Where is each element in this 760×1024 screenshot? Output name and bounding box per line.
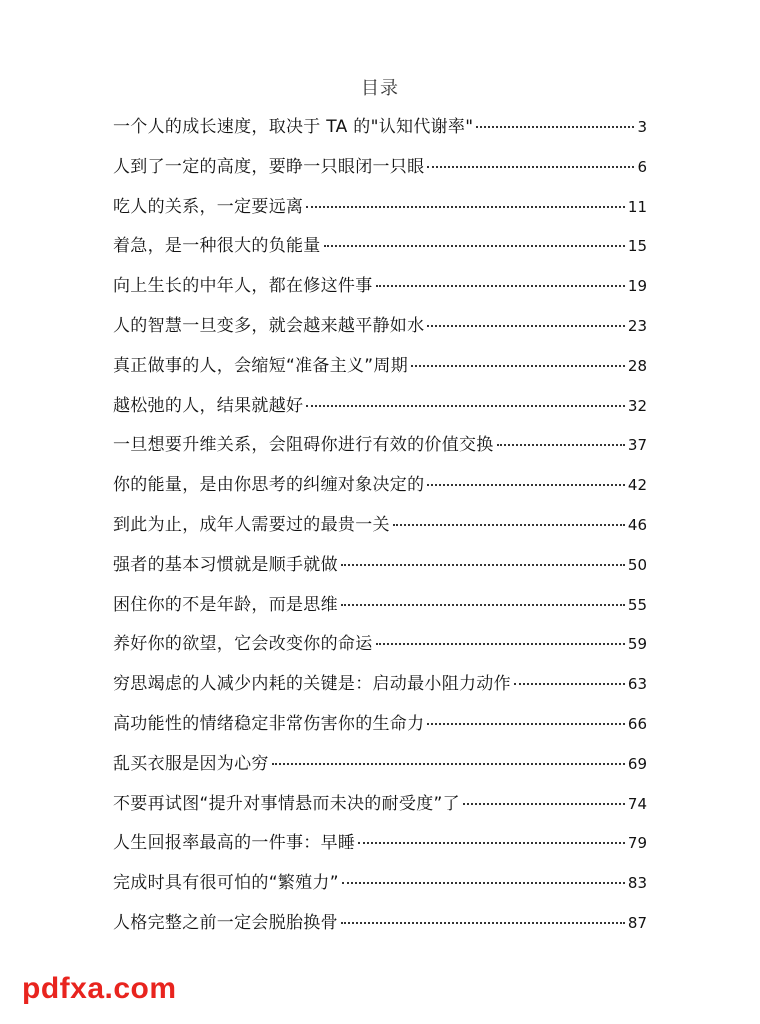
toc-entry-title: 养好你的欲望，它会改变你的命运 [113, 634, 373, 655]
toc-entry[interactable] [113, 231, 647, 271]
toc-entry[interactable] [113, 709, 647, 749]
watermark: pdfxa.com [22, 972, 177, 1005]
toc-entry-page-number: 32 [627, 396, 647, 415]
toc-entry-title: 吃人的关系，一定要远离 [113, 196, 304, 217]
toc-entry-title: 越松弛的人，结果就越好 [113, 395, 304, 416]
toc-entry-title: 强者的基本习惯就是顺手就做 [113, 554, 338, 575]
toc-entry[interactable] [113, 470, 647, 510]
toc-entry[interactable] [113, 430, 647, 470]
toc-entry[interactable] [113, 908, 647, 948]
toc-dot-leader [342, 882, 625, 884]
toc-entry-page-number: 55 [627, 595, 647, 614]
toc-entry-title: 困住你的不是年龄，而是思维 [113, 594, 338, 615]
toc-entry-title: 乱买衣服是因为心穷 [113, 753, 269, 774]
toc-dot-leader [411, 365, 625, 367]
toc-entry[interactable] [113, 391, 647, 431]
toc-dot-leader [427, 325, 625, 327]
toc-entry-page-number: 66 [627, 714, 647, 733]
toc-entry[interactable] [113, 749, 647, 789]
toc-dot-leader [341, 604, 625, 606]
toc-entry-page-number: 23 [627, 316, 647, 335]
toc-entry[interactable] [113, 789, 647, 829]
toc-dot-leader [393, 524, 625, 526]
toc-entry[interactable] [113, 192, 647, 232]
toc-entry-title: 人到了一定的高度，要睁一只眼闭一只眼 [113, 156, 425, 177]
toc-entry-title: 人生回报率最高的一件事：早睡 [113, 833, 356, 854]
toc-dot-leader [463, 803, 625, 805]
toc-entry[interactable] [113, 669, 647, 709]
toc-entry-page-number: 79 [627, 834, 647, 853]
toc-entry-page-number: 69 [627, 754, 647, 773]
toc-entry[interactable] [113, 311, 647, 351]
toc-entry-page-number: 3 [637, 118, 647, 136]
toc-entry-title: 人的智慧一旦变多，就会越来越平静如水 [113, 315, 425, 336]
toc-entry-title: 向上生长的中年人，都在修这件事 [113, 276, 373, 297]
toc-dot-leader [427, 166, 634, 168]
toc-entry-page-number: 15 [627, 237, 647, 256]
toc-dot-leader [497, 444, 625, 446]
toc-entry[interactable] [113, 112, 647, 152]
toc-entry-page-number: 42 [627, 476, 647, 495]
toc-entry[interactable] [113, 590, 647, 630]
toc-entry[interactable] [113, 152, 647, 192]
toc-entry-page-number: 63 [627, 675, 647, 694]
toc-entry-page-number: 87 [627, 913, 647, 932]
toc-entry[interactable] [113, 550, 647, 590]
toc-entry-page-number: 37 [627, 436, 647, 455]
toc-entry-page-number: 83 [627, 874, 647, 893]
toc-entry[interactable] [113, 271, 647, 311]
toc-entry[interactable] [113, 868, 647, 908]
toc-entry[interactable] [113, 510, 647, 550]
toc-dot-leader [341, 922, 625, 924]
toc-entry[interactable] [113, 828, 647, 868]
toc-entry-title: 一旦想要升维关系，会阻碍你进行有效的价值交换 [113, 435, 494, 456]
toc-entry-title: 不要再试图“提升对事情悬而未决的耐受度”了 [113, 793, 460, 814]
toc-entry-title: 到此为止，成年人需要过的最贵一关 [113, 514, 390, 535]
toc-dot-leader [427, 484, 625, 486]
toc-entry-title: 你的能量，是由你思考的纠缠对象决定的 [113, 475, 425, 496]
toc-entry-title: 一个人的成长速度，取决于 TA 的"认知代谢率" [113, 117, 474, 137]
toc-entry[interactable] [113, 351, 647, 391]
toc-entry-title: 真正做事的人，会缩短“准备主义”周期 [113, 355, 409, 376]
toc-dot-leader [376, 285, 625, 287]
toc-entry-title: 高功能性的情绪稳定非常伤害你的生命力 [113, 713, 425, 734]
toc-entry-page-number: 59 [627, 635, 647, 654]
toc-entry-page-number: 19 [627, 277, 647, 296]
toc-entry-page-number: 46 [627, 515, 647, 534]
toc-dot-leader [272, 763, 625, 765]
toc-dot-leader [306, 405, 625, 407]
toc-dot-leader [376, 643, 625, 645]
toc-entry-title: 人格完整之前一定会脱胎换骨 [113, 912, 338, 933]
toc-entry-title: 着急，是一种很大的负能量 [113, 236, 321, 257]
toc-dot-leader [341, 564, 625, 566]
toc-entry-title: 完成时具有很可怕的“繁殖力” [113, 873, 339, 894]
toc-entry-page-number: 74 [627, 794, 647, 813]
toc-dot-leader [476, 126, 634, 128]
toc-entry-page-number: 50 [627, 555, 647, 574]
page-title: 目录 [361, 78, 399, 99]
toc-entry-title: 穷思竭虑的人减少内耗的关键是：启动最小阻力动作 [113, 674, 511, 695]
toc-entry-page-number: 28 [627, 356, 647, 375]
toc-entry-page-number: 6 [637, 157, 647, 176]
toc-entry-page-number: 11 [627, 197, 647, 216]
toc-dot-leader [324, 245, 625, 247]
toc-dot-leader [427, 723, 625, 725]
toc-dot-leader [306, 206, 625, 208]
table-of-contents [113, 112, 647, 948]
toc-dot-leader [358, 842, 625, 844]
toc-dot-leader [514, 683, 625, 685]
toc-entry[interactable] [113, 629, 647, 669]
